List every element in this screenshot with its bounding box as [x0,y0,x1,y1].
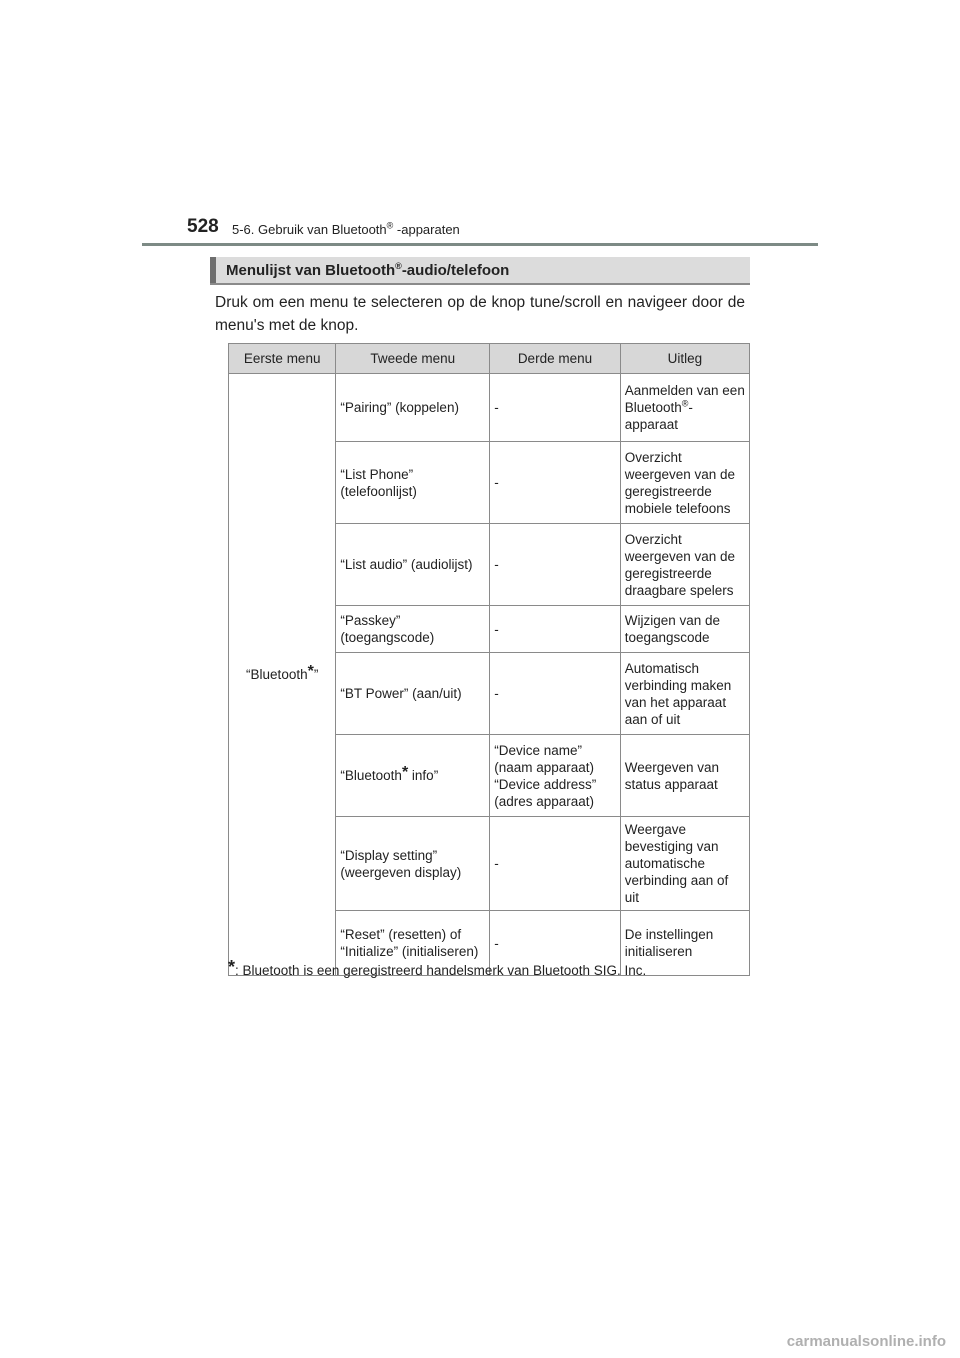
explanation-cell: Weergave bevestiging van automatische verbinding aan of uit [620,817,749,911]
menu-title-bar [210,257,750,285]
second-menu-cell: “List audio” (audiolijst) [336,524,490,606]
third-menu-cell: - [490,606,621,653]
second-menu-cell: “Reset” (resetten) of “Initialize” (initialiseren) [336,911,490,976]
footnote-text: : Bluetooth is een geregistreerd handelsmerk van Bluetooth SIG. Inc. [235,963,647,978]
second-menu-cell: “Display setting” (weergeven display) [336,817,490,911]
explanation-cell: Automatisch verbinding maken van het apparaat aan of uit [620,653,749,735]
second-menu-cell [336,735,490,817]
registered-mark: ® [395,261,402,271]
second-menu-cell: “Passkey” (toegangscode) [336,606,490,653]
first-menu-prefix: “Bluetooth [246,667,308,682]
explanation-cell: De instellingen initialiseren [620,911,749,976]
asterisk-mark: * [307,663,314,680]
header-rule [142,243,818,246]
menu-title-suffix: -audio/telefoon [401,262,510,279]
table-header-row [229,344,750,374]
section-header-prefix: 5-6. Gebruik van Bluetooth [232,222,387,237]
third-menu-cell: - [490,442,621,524]
explanation-cell: Wijzigen van de toegangscode [620,606,749,653]
header-second-menu: Tweede menu [336,344,490,374]
asterisk-mark: * [228,957,236,977]
table-row [229,374,750,442]
second-menu-suffix: info” [408,768,439,783]
third-menu-cell: - [490,911,621,976]
registered-mark: ® [386,220,394,231]
watermark: carmanualsonline.info [786,1333,946,1350]
header-explanation: Uitleg [620,344,749,374]
explanation-cell: Overzicht weergeven van de geregistreerde draagbare spelers [620,524,749,606]
header-third-menu: Derde menu [490,344,621,374]
footnote [228,957,768,978]
section-header [232,222,460,237]
first-menu-suffix: ” [313,667,319,682]
second-menu-cell: “Pairing” (koppelen) [336,374,490,442]
page-number: 528 [187,216,219,237]
explanation-cell: Weergeven van status apparaat [620,735,749,817]
title-accent [210,257,216,283]
asterisk-mark: * [401,764,409,781]
second-menu-cell: “BT Power” (aan/uit) [336,653,490,735]
second-menu-cell: “List Phone” (telefoonlijst) [336,442,490,524]
second-menu-prefix: “Bluetooth [340,768,402,783]
third-menu-cell: - [490,653,621,735]
header-first-menu: Eerste menu [229,344,336,374]
menu-table [228,343,750,976]
explanation-cell: Overzicht weergeven van de geregistreerde mobiele telefoons [620,442,749,524]
menu-title [226,262,509,279]
registered-mark: ® [681,398,689,409]
third-menu-cell: - [490,817,621,911]
third-menu-cell: - [490,524,621,606]
explanation-prefix: Aanmelden van een Bluetooth [624,383,745,415]
menu-title-prefix: Menulijst van Bluetooth [226,262,396,279]
explanation-suffix: -apparaat [624,400,693,432]
section-header-suffix: -apparaten [393,222,460,237]
third-menu-cell: “Device name” (naam apparaat) “Device address” (adres apparaat) [490,735,621,817]
third-menu-cell: - [490,374,621,442]
instructions-text: Druk om een menu te selecteren op de knop tune/scroll en navigeer door de menu's met de knop. [215,294,745,334]
first-menu-cell [229,374,336,976]
explanation-cell [620,374,749,442]
